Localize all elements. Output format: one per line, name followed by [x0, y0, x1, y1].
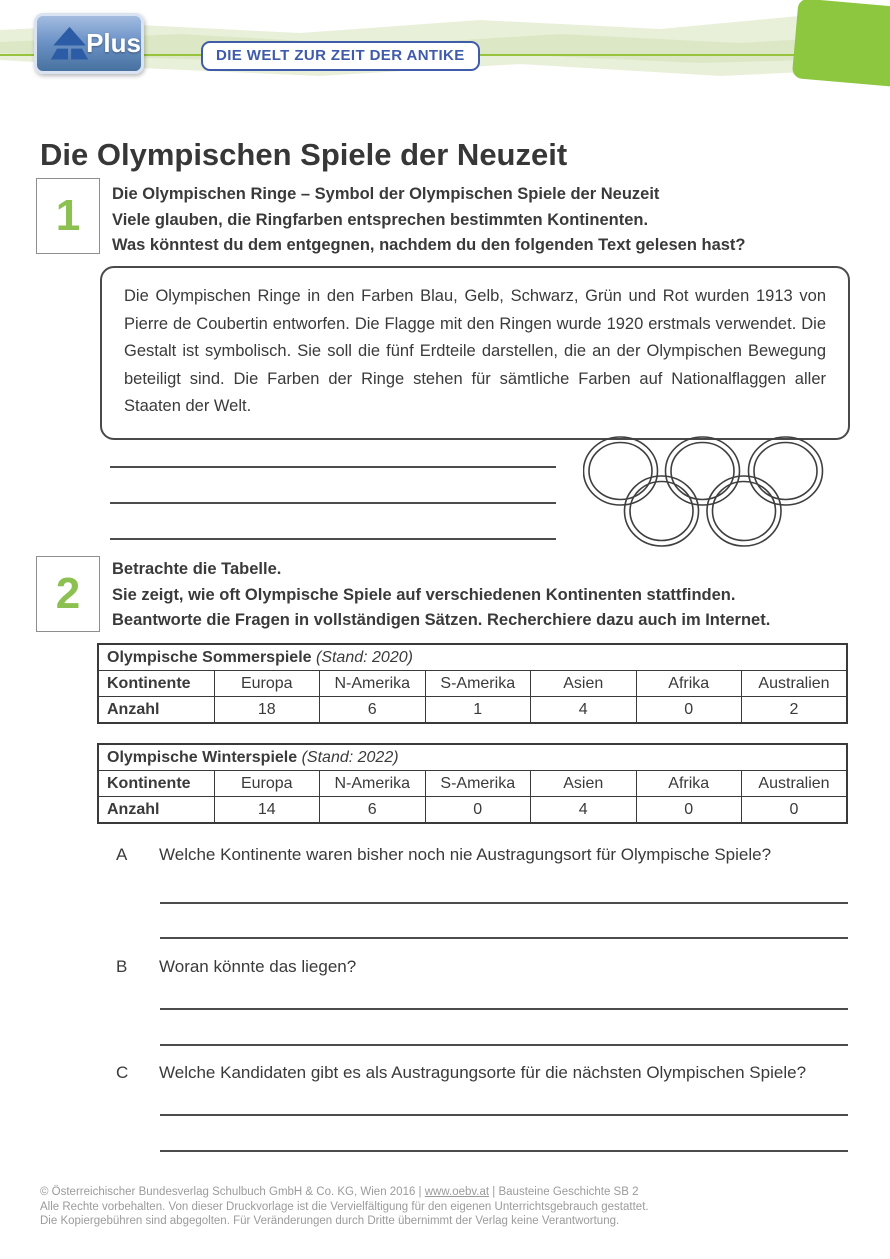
column-header: Afrika: [636, 671, 742, 697]
question-c-text: Welche Kandidaten gibt es als Austragungsorte für die nächsten Olympischen Spiele?: [159, 1063, 807, 1082]
column-header: Australien: [742, 771, 848, 797]
task2-instruction-line: Betrachte die Tabelle.: [112, 560, 282, 578]
logo-text: Plus: [86, 28, 141, 58]
page-title: Die Olympischen Spiele der Neuzeit: [40, 136, 568, 172]
table-cell: 6: [320, 797, 426, 824]
footer-line2: Alle Rechte vorbehalten. Von dieser Druckvorlage ist die Vervielfältigung für den eigenen Unterrichtsgebrauch gestattet.: [40, 1200, 649, 1213]
info-text-box: Die Olympischen Ringe in den Farben Blau, Gelb, Schwarz, Grün und Rot wurden 1913 von Pierre de Coubertin entworfen. Die Flagge mit den Ringen wurde 1920 erstmals verwendet. Die Gestalt ist symbolisch. Sie soll die fünf Erdteile darstellen, die an der Olympischen Bewegung beteiligt sind. Die Farben der Ringe stehen für sämtliche Farben auf Nationalflaggen aller Staaten der Welt.: [100, 266, 850, 440]
task1-instruction-line: Die Olympischen Ringe – Symbol der Olympischen Spiele der Neuzeit: [112, 185, 660, 203]
footer-line1: © Österreichischer Bundesverlag Schulbuch GmbH & Co. KG, Wien 2016 | www.oebv.at | Bausteine Geschichte SB 2: [40, 1186, 639, 1198]
winter-table-subtitle: (Stand: 2022): [301, 748, 399, 766]
answer-writing-line: [160, 1150, 848, 1152]
publisher-logo: [34, 13, 144, 74]
column-header: Asien: [531, 671, 637, 697]
table-cell: 4: [531, 797, 637, 824]
column-header: S-Amerika: [425, 771, 531, 797]
task1-instructions: [112, 182, 854, 259]
table-cell: 4: [531, 697, 637, 724]
answer-writing-line: [110, 538, 556, 540]
answer-writing-line: [160, 1114, 848, 1116]
task1-instruction-line: Was könntest du dem entgegnen, nachdem du den folgenden Text gelesen hast?: [112, 236, 746, 254]
table-cell: 2: [742, 697, 848, 724]
task1-number-box: [36, 178, 100, 254]
table-cell: 18: [214, 697, 320, 724]
column-header: Afrika: [636, 771, 742, 797]
answer-writing-line: [110, 502, 556, 504]
answer-writing-line: [160, 1044, 848, 1046]
answer-writing-line: [160, 1008, 848, 1010]
winter-table-title: Olympische Winterspiele (Stand: 2022): [98, 744, 847, 771]
answer-writing-line: [160, 937, 848, 939]
answer-writing-line: [160, 902, 848, 904]
question-a-label: A: [116, 845, 128, 864]
task2-number: 2: [55, 569, 81, 618]
task2-number-box: [36, 556, 100, 632]
task2-instruction-line: Beantworte die Fragen in vollständigen Sätzen. Recherchiere dazu auch im Internet.: [112, 611, 771, 629]
table-cell: 14: [214, 797, 320, 824]
column-header: Europa: [214, 671, 320, 697]
question-c-label: C: [116, 1063, 129, 1082]
summer-table-title: Olympische Sommerspiele (Stand: 2020): [98, 644, 847, 671]
table-cell: 0: [742, 797, 848, 824]
column-header: Asien: [531, 771, 637, 797]
question-a-text: Welche Kontinente waren bisher noch nie Austragungsort für Olympische Spiele?: [159, 845, 772, 864]
olympic-rings-image: [583, 435, 825, 549]
column-header: Australien: [742, 671, 848, 697]
summer-table-subtitle: (Stand: 2020): [315, 648, 413, 666]
table-cell: 0: [425, 797, 531, 824]
footer-copyright: [40, 1185, 760, 1229]
question-b-label: B: [116, 957, 128, 976]
table-cell: 0: [636, 797, 742, 824]
column-header: N-Amerika: [320, 671, 426, 697]
table-header-row: Kontinente Europa N-Amerika S-Amerika Asien Afrika Australien: [98, 671, 847, 697]
column-header: S-Amerika: [425, 671, 531, 697]
summer-games-table: [97, 643, 848, 724]
publisher-link[interactable]: www.oebv.at: [424, 1186, 490, 1198]
table-cell: 0: [636, 697, 742, 724]
column-header: N-Amerika: [320, 771, 426, 797]
task2-instructions: [112, 557, 854, 634]
column-header: Europa: [214, 771, 320, 797]
table-header-row: Kontinente Europa N-Amerika S-Amerika Asien Afrika Australien: [98, 771, 847, 797]
task2-instruction-line: Sie zeigt, wie oft Olympische Spiele auf verschiedenen Kontinenten stattfinden.: [112, 585, 736, 604]
corner-green-shape: [792, 0, 890, 88]
series-badge: DIE WELT ZUR ZEIT DER ANTIKE: [201, 41, 480, 71]
answer-writing-line: [110, 466, 556, 468]
task1-instruction-line: Viele glauben, die Ringfarben entsprechen bestimmten Kontinenten.: [112, 210, 649, 229]
table-cell: 6: [320, 697, 426, 724]
footer-line3: Die Kopiergebühren sind abgegolten. Für Veränderungen durch Dritte übernimmt der Verlag keine Verantwortung.: [40, 1215, 620, 1227]
table-value-row: Anzahl 14 6 0 4 0 0: [98, 797, 847, 824]
winter-games-table: [97, 743, 848, 824]
table-value-row: Anzahl 18 6 1 4 0 2: [98, 697, 847, 724]
question-b-text: Woran könnte das liegen?: [159, 957, 357, 976]
table-cell: 1: [425, 697, 531, 724]
task1-number: 1: [55, 191, 81, 240]
